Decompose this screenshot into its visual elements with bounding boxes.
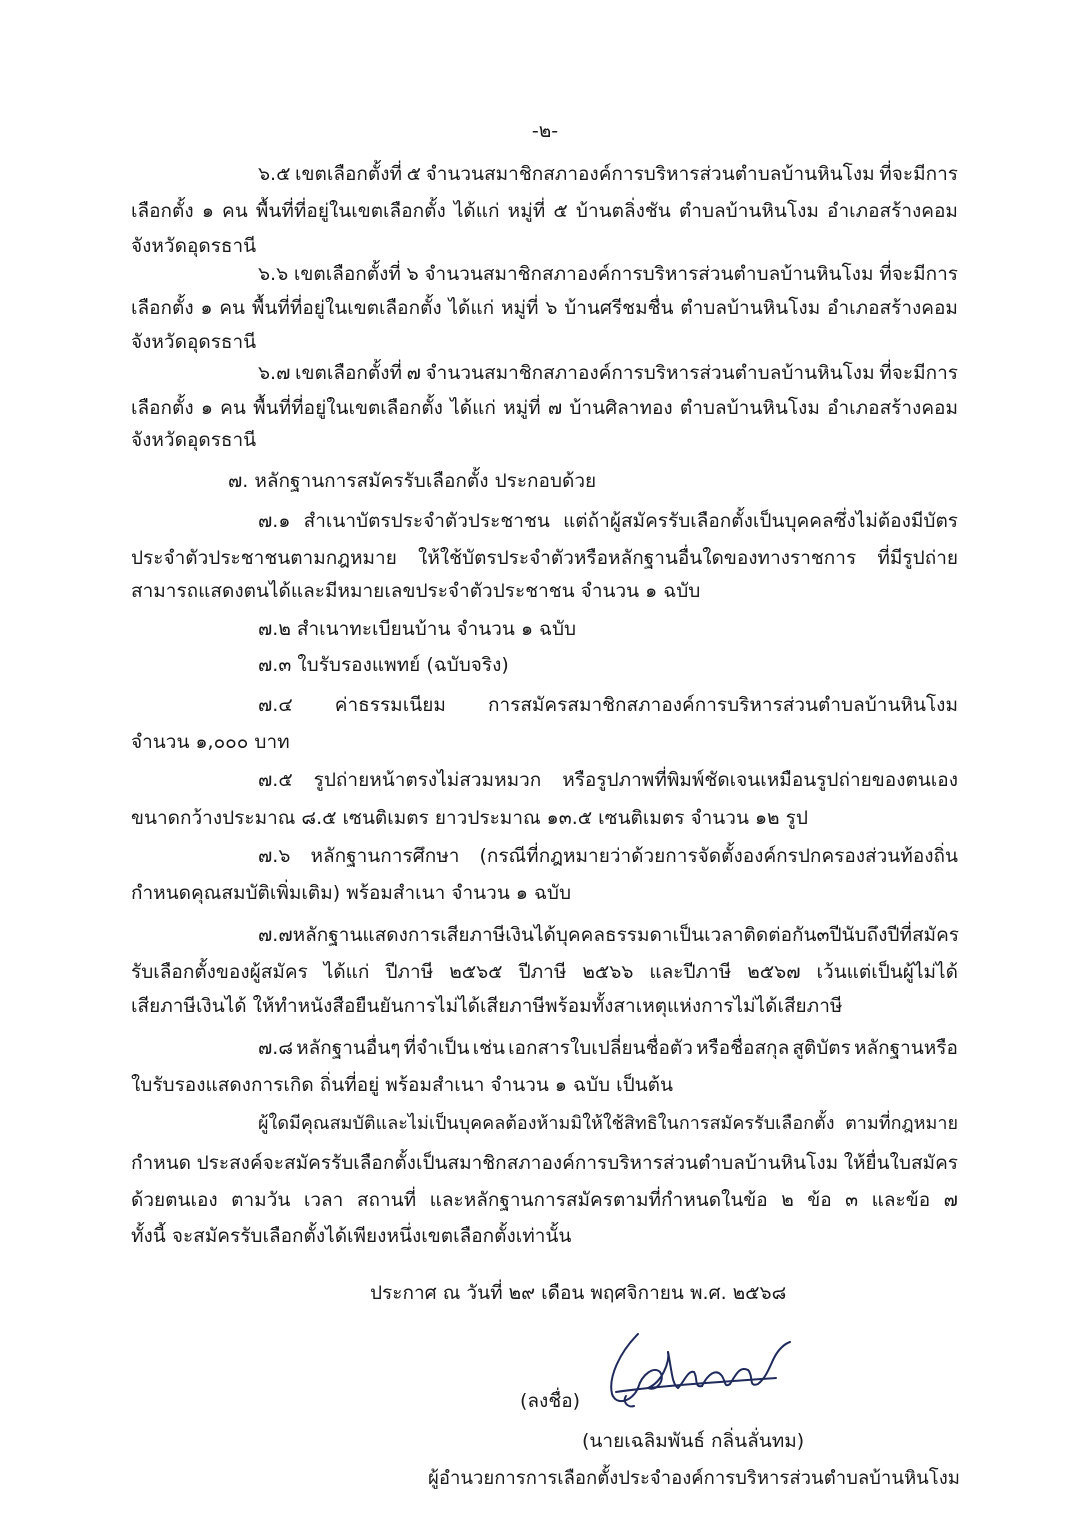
- handwritten-signature: [598, 1322, 794, 1414]
- closing-line-4: ทั้งนี้ จะสมัครรับเลือกตั้งได้เพียงหนึ่งเขตเลือกตั้งเท่านั้น: [131, 1225, 572, 1247]
- item-7-5-line-1: ๗.๕ รูปถ่ายหน้าตรงไม่สวมหมวก หรือรูปภาพที่พิมพ์ชัดเจนเหมือนรูปถ่ายของตนเอง: [258, 769, 958, 791]
- item-7-1-line-1: ๗.๑ สำเนาบัตรประจำตัวประชาชน แต่ถ้าผู้สมัครรับเลือกตั้งเป็นบุคคลซึ่งไม่ต้องมีบัตร: [258, 510, 958, 532]
- sign-label: (ลงชื่อ): [520, 1390, 581, 1412]
- item-7-1-line-3: สามารถแสดงตนได้และมีหมายเลขประจำตัวประชาชน จำนวน ๑ ฉบับ: [131, 580, 701, 602]
- para-6-7-line-3: จังหวัดอุดรธานี: [131, 429, 257, 451]
- item-7-5-line-2: ขนาดกว้างประมาณ ๘.๕ เซนติเมตร ยาวประมาณ ๑๓.๕ เซนติเมตร จำนวน ๑๒ รูป: [131, 807, 808, 829]
- item-7-7-line-2: รับเลือกตั้งของผู้สมัคร ได้แก่ ปีภาษี ๒๕๖๕ ปีภาษี ๒๕๖๖ และปีภาษี ๒๕๖๗ เว้นแต่เป็นผู้ไม่ได้: [131, 961, 958, 983]
- para-6-7-line-1: ๖.๗ เขตเลือกตั้งที่ ๗ จำนวนสมาชิกสภาองค์การบริหารส่วนตำบลบ้านหินโงม ที่จะมีการ: [258, 362, 958, 384]
- item-7-4-line-1: ๗.๔ ค่าธรรมเนียม การสมัครสมาชิกสภาองค์การบริหารส่วนตำบลบ้านหินโงม: [258, 694, 958, 716]
- para-6-5-line-2: เลือกตั้ง ๑ คน พื้นที่ที่อยู่ในเขตเลือกตั้ง ได้แก่ หมู่ที่ ๕ บ้านตลิ่งชัน ตำบลบ้านหินโงม อำเภอสร้างคอม: [131, 200, 958, 222]
- closing-line-1: ผู้ใดมีคุณสมบัติและไม่เป็นบุคคลต้องห้ามมิให้ใช้สิทธิในการสมัครรับเลือกตั้ง ตามที่กฎหมาย: [258, 1113, 958, 1134]
- item-7-8-line-1: ๗.๘ หลักฐานอื่นๆ ที่จำเป็น เช่น เอกสารใบเปลี่ยนชื่อตัว หรือชื่อสกุล สูติบัตร หลักฐานหรือ: [258, 1037, 958, 1059]
- para-6-7-line-2: เลือกตั้ง ๑ คน พื้นที่ที่อยู่ในเขตเลือกตั้ง ได้แก่ หมู่ที่ ๗ บ้านศิลาทอง ตำบลบ้านหินโงม อำเภอสร้างคอม: [131, 397, 958, 419]
- closing-line-2: กำหนด ประสงค์จะสมัครรับเลือกตั้งเป็นสมาชิกสภาองค์การบริหารส่วนตำบลบ้านหินโงม ให้ยื่นใบสมัคร: [131, 1152, 958, 1174]
- para-6-5-line-1: ๖.๕ เขตเลือกตั้งที่ ๕ จำนวนสมาชิกสภาองค์การบริหารส่วนตำบลบ้านหินโงม ที่จะมีการ: [258, 163, 958, 185]
- item-7-6-line-1: ๗.๖ หลักฐานการศึกษา (กรณีที่กฎหมายว่าด้วยการจัดตั้งองค์กรปกครองส่วนท้องถิ่น: [258, 845, 958, 867]
- para-6-6-line-3: จังหวัดอุดรธานี: [131, 331, 257, 353]
- item-7-6-line-2: กำหนดคุณสมบัติเพิ่มเติม) พร้อมสำเนา จำนวน ๑ ฉบับ: [131, 882, 572, 904]
- para-6-6-line-1: ๖.๖ เขตเลือกตั้งที่ ๖ จำนวนสมาชิกสภาองค์การบริหารส่วนตำบลบ้านหินโงม ที่จะมีการ: [258, 263, 958, 285]
- closing-line-3: ด้วยตนเอง ตามวัน เวลา สถานที่ และหลักฐานการสมัครตามที่กำหนดในข้อ ๒ ข้อ ๓ และข้อ ๗: [131, 1189, 958, 1211]
- announcement-date: ประกาศ ณ วันที่ ๒๙ เดือน พฤศจิกายน พ.ศ. ๒๕๖๘: [370, 1282, 787, 1304]
- item-7-2: ๗.๒ สำเนาทะเบียนบ้าน จำนวน ๑ ฉบับ: [258, 618, 577, 640]
- item-7-4-line-2: จำนวน ๑,๐๐๐ บาท: [131, 731, 290, 753]
- item-7-7-line-1: ๗.๗ หลักฐานแสดงการเสียภาษีเงินได้บุคคลธรรมดาเป็นเวลาติดต่อกัน ๓ ปี นับถึงปีที่สมัคร: [258, 924, 959, 946]
- page-number: -๒-: [531, 120, 559, 142]
- para-6-5-line-3: จังหวัดอุดรธานี: [131, 235, 257, 257]
- signer-name: (นายเฉลิมพันธ์ กลิ่นลั่นทม): [582, 1430, 805, 1452]
- item-7-1-line-2: ประจำตัวประชาชนตามกฎหมาย ให้ใช้บัตรประจำตัวหรือหลักฐานอื่นใดของทางราชการ ที่มีรูปถ่าย: [131, 547, 958, 569]
- para-6-6-line-2: เลือกตั้ง ๑ คน พื้นที่ที่อยู่ในเขตเลือกตั้ง ได้แก่ หมู่ที่ ๖ บ้านศรีชมชื่น ตำบลบ้านหินโงม อำเภอสร้างคอม: [131, 297, 958, 319]
- item-7-7-line-3: เสียภาษีเงินได้ ให้ทำหนังสือยืนยันการไม่ได้เสียภาษีพร้อมทั้งสาเหตุแห่งการไม่ได้เสียภาษี: [131, 995, 843, 1017]
- item-7-3: ๗.๓ ใบรับรองแพทย์ (ฉบับจริง): [258, 654, 509, 676]
- section-7-heading: ๗. หลักฐานการสมัครรับเลือกตั้ง ประกอบด้วย: [228, 470, 597, 492]
- signer-position: ผู้อำนวยการการเลือกตั้งประจำองค์การบริหารส่วนตำบลบ้านหินโงม: [428, 1468, 960, 1489]
- item-7-8-line-2: ใบรับรองแสดงการเกิด ถิ่นที่อยู่ พร้อมสำเนา จำนวน ๑ ฉบับ เป็นต้น: [131, 1074, 673, 1096]
